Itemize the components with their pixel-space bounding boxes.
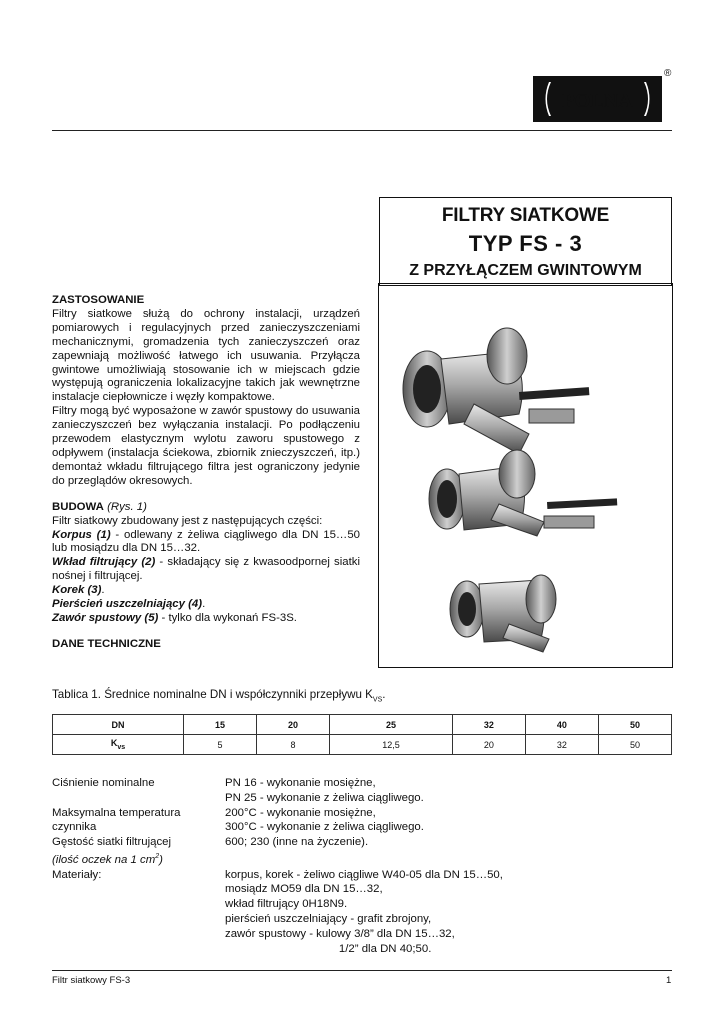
section-heading-budowa: BUDOWA bbox=[52, 500, 104, 513]
spec-row: Ciśnienie nominalne PN 16 - wykonanie mosiężne, bbox=[52, 777, 376, 789]
part-item bbox=[52, 612, 360, 626]
title-box bbox=[379, 197, 672, 286]
spec-row: Maksymalna temperatura 200°C - wykonanie mosiężne, bbox=[52, 806, 376, 819]
filter-image-2 bbox=[429, 450, 617, 536]
part-item bbox=[52, 584, 360, 598]
polna-logo bbox=[533, 76, 662, 122]
spec-row: wkład filtrujący 0H18N9. bbox=[225, 898, 348, 911]
description-column bbox=[52, 294, 360, 652]
table-cell: 50 bbox=[598, 735, 671, 755]
table-cell: 32 bbox=[525, 735, 598, 755]
filter-image-3 bbox=[450, 575, 556, 652]
zastosowanie-paragraph-1: Filtry siatkowe służą do ochrony instalacji, urządzeń pomiarowych i regulacyjnych przed zanieczyszczeniami mechanicznymi, gromadzenia tych zanieczyszczeń oraz zapewniają możliwość łatwego ich usuwania. Przyłącza gwintowe umożliwiają stosowanie ich w miejscach gdzie występują ograniczenia lokalizacyjne takich jak wewnętrzne instalacje ciepłownicze i węzły kompaktowe. bbox=[52, 307, 360, 404]
filter-image-1 bbox=[403, 328, 589, 454]
table-row bbox=[53, 735, 672, 755]
part-item bbox=[52, 529, 360, 557]
zastosowanie-paragraph-2: Filtry mogą być wyposażone w zawór spustowy do usuwania zanieczyszczeń bez wyłączania instalacji. Po podłączeniu przewodem elastycznym wylotu zaworu spustowego z odpływem (instalacja ściekowa, zbiornik znieczyszczeń, itp.) demontaż wkładu filtrującego filtra jest ograniczony jedynie do przeglądów okresowych. bbox=[52, 405, 360, 487]
spec-row: czynnika 300°C - wykonanie z żeliwa ciągliwego. bbox=[52, 821, 424, 834]
budowa-intro: Filtr siatkowy zbudowany jest z następujących części: bbox=[52, 514, 323, 527]
page-number: 1 bbox=[666, 975, 672, 986]
part-name: Korpus (1) bbox=[52, 528, 111, 541]
table-header-cell: DN bbox=[53, 715, 184, 735]
table-cell: 8 bbox=[257, 735, 330, 755]
table-row bbox=[53, 715, 672, 735]
table-header-cell: 32 bbox=[452, 715, 525, 735]
part-name: Wkład filtrujący (2) bbox=[52, 556, 156, 569]
table-header-cell: 20 bbox=[257, 715, 330, 735]
table-cell: 5 bbox=[184, 735, 257, 755]
header-rule bbox=[52, 130, 672, 131]
part-name: Zawór spustowy (5) bbox=[52, 611, 159, 624]
section-heading-dane: DANE TECHNICZNE bbox=[52, 637, 161, 650]
part-desc: . bbox=[202, 598, 206, 611]
table-caption: Tablica 1. Średnice nominalne DN i współczynniki przepływu $K_{VS}$. bbox=[52, 688, 386, 704]
logo-text: POLNA bbox=[562, 90, 633, 112]
title-line-3: Z PRZYŁĄCZEM GWINTOWYM bbox=[409, 262, 642, 279]
part-desc: - składający się z kwasoodpornej siatki nośnej i filtrującej. bbox=[52, 556, 360, 583]
registered-mark: ® bbox=[664, 68, 672, 79]
part-item bbox=[52, 598, 360, 612]
kvs-table bbox=[52, 714, 672, 755]
table-header-cell: 40 bbox=[525, 715, 598, 735]
spec-row: zawór spustowy - kulowy 3/8” dla DN 15…32, bbox=[225, 927, 455, 940]
footer-title: Filtr siatkowy FS-3 bbox=[52, 975, 131, 986]
part-item bbox=[52, 556, 360, 584]
specifications bbox=[52, 776, 503, 956]
spec-row: PN 25 - wykonanie z żeliwa ciągliwego. bbox=[225, 791, 424, 804]
table-row-label: $K_{vs}$ bbox=[53, 735, 184, 755]
part-name: Pierścień uszczelniający (4) bbox=[52, 598, 203, 611]
title-line-2: TYP FS - 3 bbox=[468, 231, 583, 256]
spec-row: pierścień uszczelniający - grafit zbrojony, bbox=[225, 912, 432, 925]
part-desc: - odlewany z żeliwa ciągliwego dla DN 15…50 lub mosiądzu dla DN 15…32. bbox=[52, 528, 360, 555]
table-cell: 12,5 bbox=[330, 735, 453, 755]
filter-photo bbox=[379, 284, 672, 667]
footer-rule bbox=[52, 970, 672, 971]
section-heading-zastosowanie: ZASTOSOWANIE bbox=[52, 294, 145, 306]
part-name: Korek (3) bbox=[52, 584, 102, 597]
spec-row: (ilość oczek na 1 $cm^2$) bbox=[52, 852, 163, 866]
table-header-cell: 50 bbox=[598, 715, 671, 735]
table-header-cell: 25 bbox=[330, 715, 453, 735]
title-line-1: FILTRY SIATKOWE bbox=[441, 205, 610, 226]
table-header-cell: 15 bbox=[184, 715, 257, 735]
budowa-figure-ref: (Rys. 1) bbox=[107, 500, 147, 513]
spec-row: Materiały: korpus, korek - żeliwo ciągliwe W40-05 dla DN 15…50, bbox=[52, 868, 503, 881]
part-desc: - tylko dla wykonań FS-3S. bbox=[158, 611, 297, 624]
spec-row: mosiądz MO59 dla DN 15…32, bbox=[225, 883, 383, 896]
spec-row: Gęstość siatki filtrującej 600; 230 (inne na życzenie). bbox=[52, 836, 369, 849]
spec-row: 1/2” dla DN 40;50. bbox=[225, 942, 432, 955]
product-photo-frame bbox=[378, 283, 673, 668]
budowa-heading-line bbox=[52, 501, 360, 515]
table-cell: 20 bbox=[452, 735, 525, 755]
part-desc: . bbox=[101, 584, 105, 597]
